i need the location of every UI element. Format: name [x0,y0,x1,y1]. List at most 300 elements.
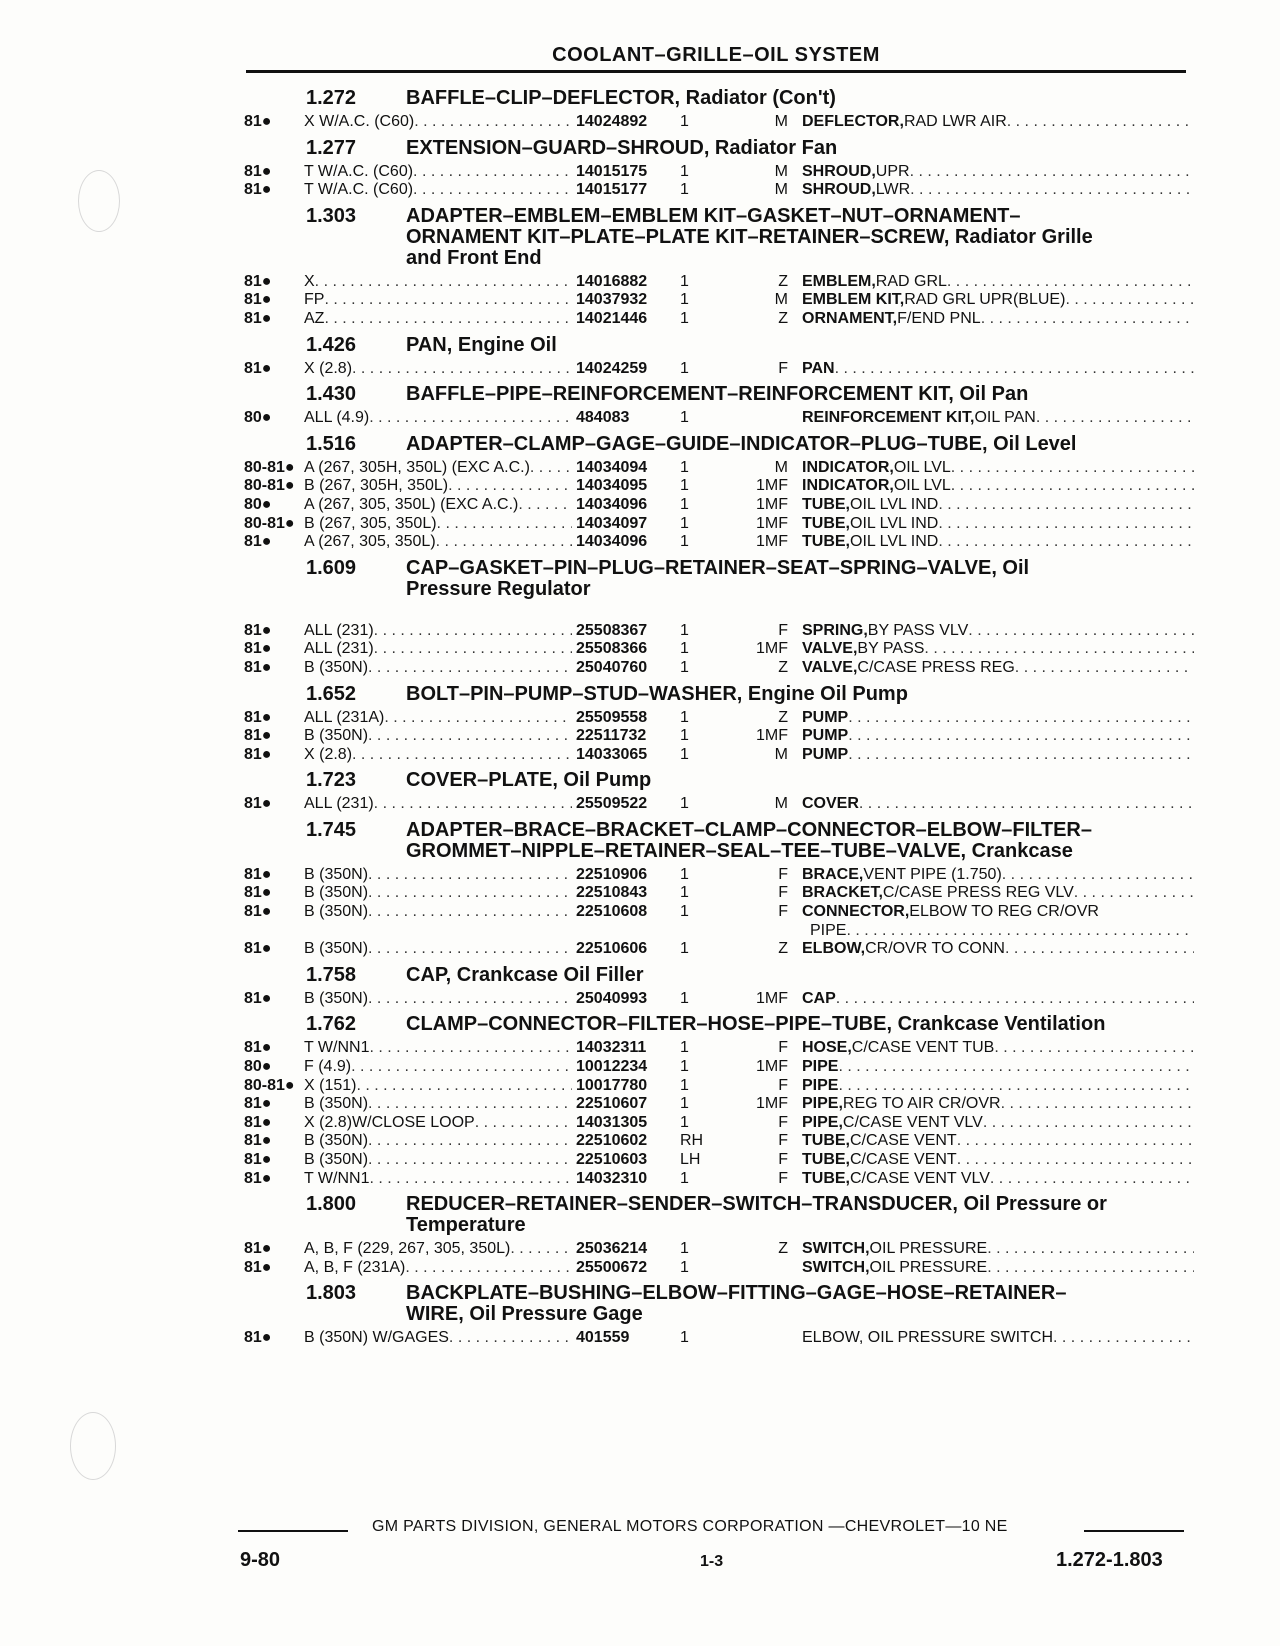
section-heading [244,959,1194,986]
section [244,552,1194,678]
description-modifier: F/END PNL [897,309,981,327]
dot-leader [983,1114,1194,1133]
application-code [304,1170,572,1189]
dot-leader [1015,659,1194,678]
section-heading [244,200,1194,269]
part-number: 22510843 [576,884,648,902]
application-code [304,163,572,182]
application-code-text: ALL (231) [304,640,374,658]
application-code-text: B (350N) [304,1132,369,1150]
part-row [244,727,1194,746]
quantity: RH [680,1132,704,1150]
application-code [304,291,572,310]
part-description [802,727,1194,746]
quantity: 1 [680,458,689,476]
description-modifier: VENT PIPE (1.750) [863,865,1002,883]
application-code [304,459,572,478]
parts-listing [244,82,1194,1348]
section-heading [244,764,1194,791]
source-code: F [778,1169,788,1187]
dot-leader [848,709,1194,728]
section-heading [244,552,1194,600]
description-modifier: LWR [875,181,911,199]
dot-leader [846,922,1194,941]
dot-leader [987,1240,1194,1259]
section-number: 1.652 [306,682,357,705]
dot-leader [414,113,572,132]
part-description [802,181,1194,200]
description-noun: SWITCH, [802,1240,870,1258]
application-code-text: B (350N) [304,865,369,883]
dot-leader [413,181,572,200]
application-code-text: AZ [304,309,325,327]
model-year: 81● [244,884,272,902]
source-code: F [778,359,788,377]
section-title: CAP, Crankcase Oil Filler [406,963,644,986]
dot-leader [518,496,572,515]
dot-leader [968,622,1194,641]
quantity: 1 [680,621,689,639]
quantity: 1 [680,291,689,309]
part-row [244,496,1194,515]
section-title: EXTENSION–GUARD–SHROUD, Radiator Fan [406,136,838,159]
application-code-text: B (350N) [304,727,369,745]
dot-leader [368,1151,572,1170]
model-year: 81● [244,113,272,130]
part-description [802,113,1194,132]
model-year: 81● [244,272,272,290]
source-code: F [778,903,788,921]
application-code-text: B (350N) W/GAGES [304,1329,449,1347]
source-code: M [774,795,788,813]
part-description [802,866,1194,885]
model-year: 80-81● [244,477,295,495]
part-description [802,273,1194,292]
application-code [304,113,572,132]
part-description [802,1170,1194,1189]
quantity: 1 [680,989,689,1007]
section-title: CLAMP–CONNECTOR–FILTER–HOSE–PIPE–TUBE, Crankcase Ventilation [406,1013,1106,1036]
part-number: 25036214 [576,1240,648,1258]
application-code-text: X (2.8)W/CLOSE LOOP [304,1113,475,1131]
dot-leader [413,163,572,182]
part-row [244,459,1194,478]
source-code: F [778,1076,788,1094]
part-row [244,795,1194,814]
section-heading [244,1008,1194,1035]
application-code [304,746,572,765]
part-row [244,1058,1194,1077]
dot-leader [384,709,572,728]
description-modifier: UPR [875,162,910,180]
section-heading [244,378,1194,405]
part-row [244,903,1194,940]
quantity: 1 [680,533,689,551]
model-year: 81● [244,745,272,763]
source-code: Z [778,272,788,290]
part-description [802,884,1194,903]
application-code [304,866,572,885]
source-code: Z [778,658,788,676]
part-number: 14024892 [576,113,648,130]
application-code-text: B (350N) [304,940,369,958]
source-code: F [778,1113,788,1131]
dot-leader [938,533,1194,552]
dot-leader [374,795,572,814]
part-number: 14033065 [576,745,648,763]
application-code [304,709,572,728]
description-noun: PUMP [802,745,849,763]
part-description [802,360,1194,379]
dot-leader [368,990,572,1009]
quantity: 1 [680,409,689,427]
dot-leader [405,1259,572,1278]
dot-leader [374,640,572,659]
section-title: BOLT–PIN–PUMP–STUD–WASHER, Engine Oil Pump [406,682,908,705]
part-number: 14016882 [576,272,648,290]
source-code: 1MF [756,989,788,1007]
quantity: 1 [680,865,689,883]
section [244,329,1194,379]
application-code-text: X W/A.C. (C60) [304,113,415,130]
part-number: 14021446 [576,309,648,327]
model-year: 81● [244,1258,272,1276]
source-code: Z [778,708,788,726]
description-noun: PIPE [802,1076,839,1094]
dot-leader [368,659,572,678]
section-title: BAFFLE–PIPE–REINFORCEMENT–REINFORCEMENT KIT, Oil Pan [406,383,1029,406]
section-number: 1.430 [306,383,357,406]
part-description [802,1095,1194,1114]
dot-leader [910,181,1194,200]
part-description [802,903,1194,940]
part-number: 25509558 [576,708,648,726]
description-noun: DEFLECTOR, [802,113,904,130]
dot-leader [981,310,1194,329]
part-description [802,746,1194,765]
section-number: 1.277 [306,136,357,159]
description-noun: CONNECTOR, [802,903,910,921]
description-modifier: OIL PAN [974,409,1036,427]
description-modifier: RAD GRL UPR(BLUE) [904,291,1066,309]
section [244,959,1194,1009]
application-code [304,1058,572,1077]
dot-leader [475,1114,572,1133]
dot-leader [351,1058,572,1077]
part-number: 14034094 [576,458,648,476]
model-year: 81● [244,1169,272,1187]
application-code [304,533,572,552]
dot-leader [437,515,572,534]
source-code: M [774,291,788,309]
dot-leader [1036,409,1194,428]
dot-leader [1002,866,1194,885]
model-year: 80● [244,409,272,427]
section [244,200,1194,329]
model-year: 81● [244,309,272,327]
dot-leader [1007,113,1194,132]
footer-rule-left [238,1530,348,1532]
application-code-text: B (267, 305H, 350L) [304,477,449,495]
description-noun: TUBE, [802,533,850,551]
description-modifier: BY PASS VLV [867,621,969,639]
application-code-text: F (4.9) [304,1058,352,1076]
dot-leader [530,459,572,478]
dot-leader [1005,940,1194,959]
description-noun: ELBOW, [802,940,866,958]
dot-leader [374,622,572,641]
part-row [244,622,1194,641]
dot-leader [369,409,572,428]
description-modifier: ELBOW, OIL PRESSURE SWITCH [802,1329,1054,1347]
application-code-text: X [304,272,315,290]
application-code-text: ALL (231) [304,621,374,639]
dot-leader [324,291,572,310]
description-modifier: RAD LWR AIR [903,113,1007,130]
dot-leader [324,310,572,329]
quantity: 1 [680,495,689,513]
description-modifier: RAD GRL [875,272,947,290]
section-number: 1.516 [306,432,357,455]
model-year: 81● [244,181,272,199]
part-row [244,1039,1194,1058]
part-number: 25040993 [576,989,648,1007]
section-title: BACKPLATE–BUSHING–ELBOW–FITTING–GAGE–HOSE–RETAINER– WIRE, Oil Pressure Gage [406,1282,1067,1326]
part-row [244,866,1194,885]
part-row [244,533,1194,552]
description-noun: HOSE, [802,1039,852,1057]
quantity: 1 [680,514,689,532]
part-description [802,1240,1194,1259]
description-modifier: OIL LVL IND [850,533,939,551]
model-year: 81● [244,640,272,658]
footer-date: 9-80 [240,1549,281,1571]
quantity: 1 [680,162,689,180]
dot-leader [368,884,572,903]
part-description [802,515,1194,534]
part-row [244,310,1194,329]
section [244,1188,1194,1277]
quantity: 1 [680,181,689,199]
part-row [244,940,1194,959]
description-noun: REINFORCEMENT KIT, [802,409,975,427]
application-code-text: ALL (231) [304,795,374,813]
section-title: ADAPTER–CLAMP–GAGE–GUIDE–INDICATOR–PLUG–TUBE, Oil Level [406,432,1077,455]
description-modifier: C/CASE VENT VLV [842,1113,983,1131]
part-description [802,795,1194,814]
model-year: 81● [244,989,272,1007]
model-year: 80● [244,1058,272,1076]
model-year: 80● [244,495,272,513]
source-code: M [774,745,788,763]
description-noun: ORNAMENT, [802,309,898,327]
application-code-text: B (350N) [304,1151,369,1168]
source-code: Z [778,940,788,958]
application-code-text: ALL (4.9) [304,409,370,427]
source-code: 1MF [756,1095,788,1113]
application-code-text: T W/NN1 [304,1169,370,1187]
part-number: 22510608 [576,903,648,921]
model-year: 81● [244,903,272,921]
application-code-text: FP [304,291,325,309]
description-noun: VALVE, [802,640,858,658]
section-title: COVER–PLATE, Oil Pump [406,769,652,792]
part-description [802,1259,1194,1278]
description-noun: COVER [802,795,859,813]
section-heading [244,1188,1194,1236]
description-noun: INDICATOR, [802,477,894,495]
source-code: 1MF [756,1058,788,1076]
section-number: 1.762 [306,1013,357,1036]
section-number: 1.800 [306,1193,357,1216]
part-number: 14034095 [576,477,648,495]
dot-leader [848,746,1194,765]
description-modifier: OIL PRESSURE [869,1258,988,1276]
dot-leader [938,515,1194,534]
section-heading [244,814,1194,862]
description-noun: SHROUD, [802,162,876,180]
source-code: F [778,865,788,883]
description-modifier: C/CASE VENT VLV [850,1169,990,1187]
footer-page-number: 1-3 [700,1553,724,1570]
part-number: 25508366 [576,640,648,658]
description-modifier: OIL LVL [893,458,951,476]
dot-leader [356,1077,572,1096]
dot-leader [910,163,1194,182]
model-year: 81● [244,291,272,309]
model-year: 81● [244,621,272,639]
source-code: F [778,1132,788,1150]
model-year: 81● [244,359,272,377]
dot-leader [994,1039,1194,1058]
application-code-text: B (267, 305, 350L) [304,514,437,532]
section [244,814,1194,959]
source-code: M [774,113,788,130]
description-noun: VALVE, [802,658,858,676]
part-row [244,990,1194,1009]
application-code-text: X (2.8) [304,359,353,377]
description-noun: PIPE, [802,1113,843,1131]
quantity: 1 [680,113,689,130]
quantity: 1 [680,1240,689,1258]
description-noun: EMBLEM, [802,272,876,290]
part-description [802,940,1194,959]
dot-leader [369,1039,572,1058]
part-number: 14032311 [576,1039,647,1057]
quantity: 1 [680,903,689,921]
part-row [244,884,1194,903]
section-number: 1.803 [306,1282,357,1305]
quantity: 1 [680,940,689,958]
dot-leader [1053,1329,1194,1348]
application-code [304,640,572,659]
application-code-text: X (2.8) [304,745,353,763]
section-number: 1.426 [306,333,357,356]
description-modifier: ELBOW TO REG CR/OVR [909,903,1099,921]
section-number: 1.272 [306,87,357,109]
model-year: 81● [244,708,272,726]
part-row [244,1170,1194,1189]
description-noun: TUBE, [802,495,850,513]
dot-leader [352,746,572,765]
dot-leader [835,360,1194,379]
part-description [802,1132,1194,1151]
application-code-text: A, B, F (229, 267, 305, 350L) [304,1240,511,1258]
source-code: M [774,458,788,476]
section [244,764,1194,814]
dot-leader [951,459,1194,478]
application-code [304,1114,572,1133]
quantity: 1 [680,359,689,377]
part-description [802,1329,1194,1348]
application-code [304,1132,572,1151]
part-number: 25500672 [576,1258,648,1276]
part-number: 401559 [576,1329,630,1347]
part-row [244,273,1194,292]
part-row [244,163,1194,182]
application-code [304,884,572,903]
part-number: 14034096 [576,495,648,513]
application-code-text: ALL (231A) [304,708,385,726]
quantity: 1 [680,708,689,726]
description-modifier: OIL LVL IND [850,495,939,513]
dot-leader [924,640,1194,659]
part-number: 10012234 [576,1058,648,1076]
part-row [244,1114,1194,1133]
application-code [304,515,572,534]
section-heading [244,678,1194,705]
dot-leader [368,866,572,885]
page-header-title: COOLANT–GRILLE–OIL SYSTEM [552,44,880,66]
part-row [244,1329,1194,1348]
description-noun: BRACE, [802,865,864,883]
section-number: 1.303 [306,204,357,227]
part-description [802,1058,1194,1077]
part-number: 22510607 [576,1095,648,1113]
quantity: 1 [680,309,689,327]
section-title: PAN, Engine Oil [406,333,557,356]
part-number: 25508367 [576,621,648,639]
section-title: REDUCER–RETAINER–SENDER–SWITCH–TRANSDUCER, Oil Pressure or Temperature [406,1193,1107,1237]
dot-leader [510,1240,572,1259]
part-row [244,291,1194,310]
section-heading [244,329,1194,356]
source-code: F [778,884,788,902]
model-year: 81● [244,1329,272,1347]
description-modifier: C/CASE VENT [850,1151,957,1168]
part-row [244,640,1194,659]
source-code: F [778,1039,788,1057]
dot-leader [369,1170,572,1189]
part-description [802,640,1194,659]
part-description [802,1151,1194,1170]
description-noun: EMBLEM KIT, [802,291,905,309]
section-number: 1.609 [306,556,357,579]
part-row [244,409,1194,428]
application-code [304,1039,572,1058]
part-number: 25509522 [576,795,648,813]
section [244,132,1194,200]
section-heading [244,82,1194,109]
application-code-text: B (350N) [304,658,369,676]
source-code: 1MF [756,477,788,495]
dot-leader [368,1095,572,1114]
application-code-text: A (267, 305H, 350L) (EXC A.C.) [304,458,530,476]
part-row [244,1132,1194,1151]
source-code: 1MF [756,640,788,658]
model-year: 81● [244,795,272,813]
application-code [304,903,572,922]
